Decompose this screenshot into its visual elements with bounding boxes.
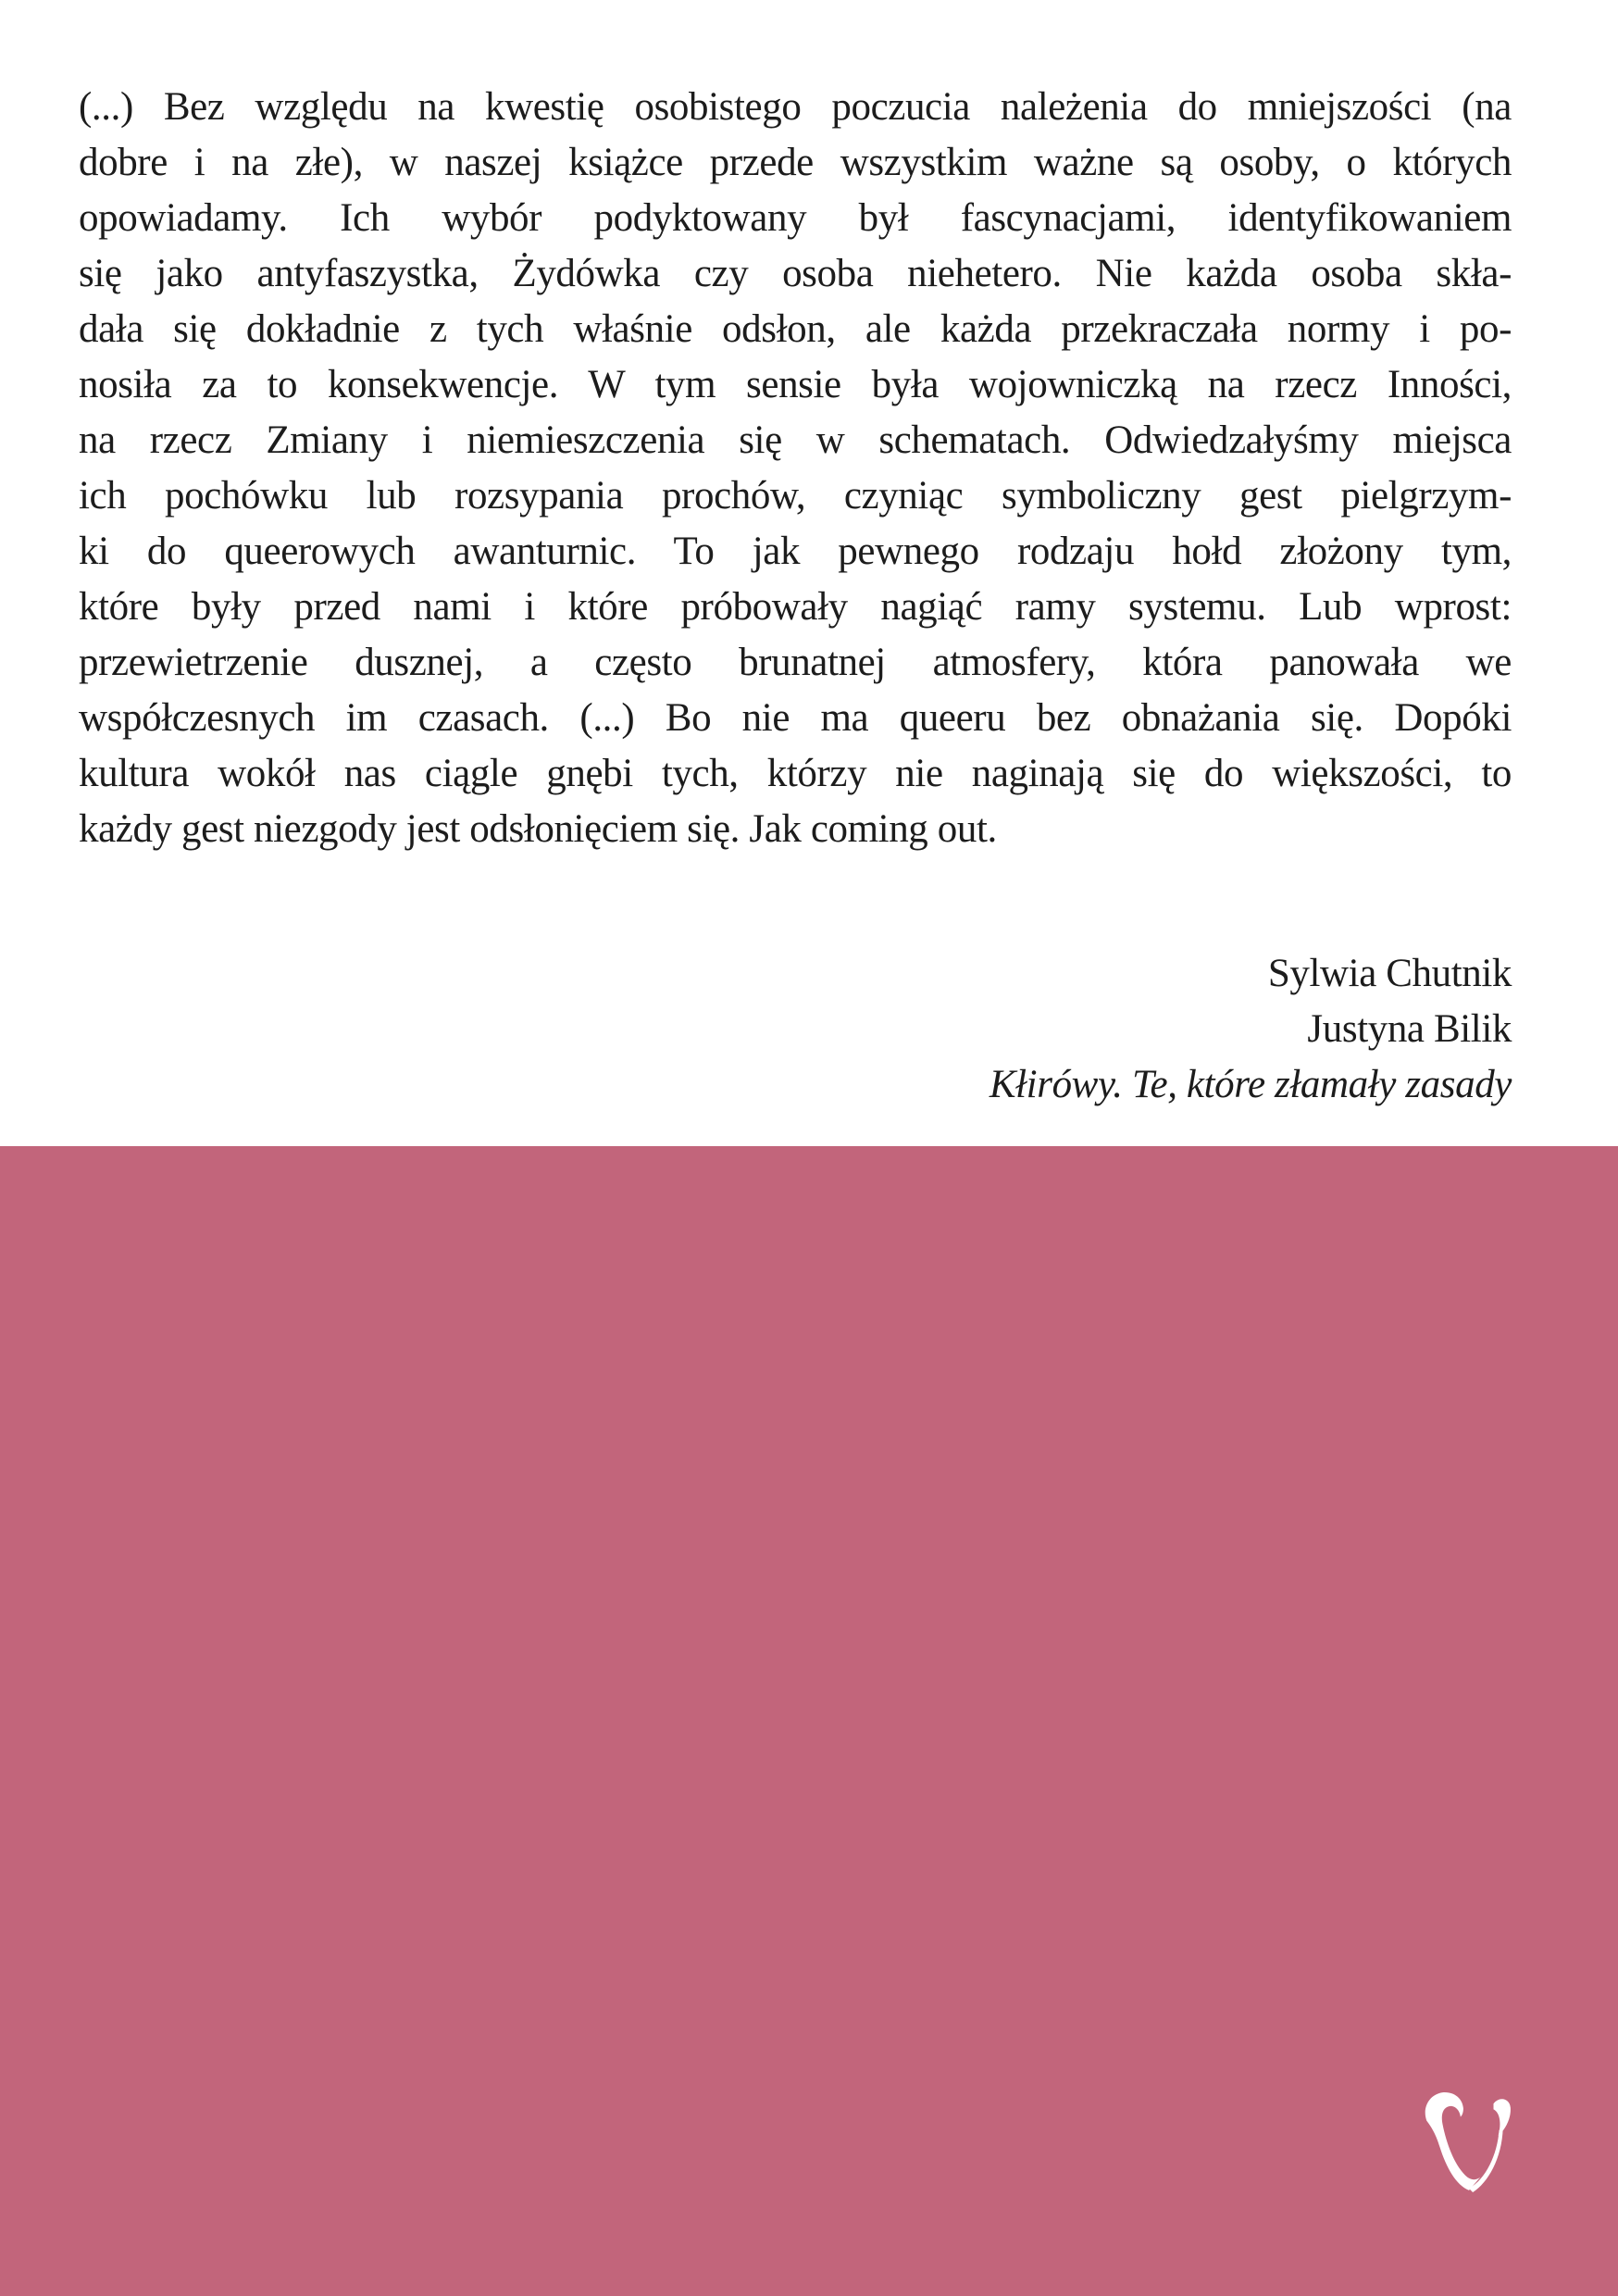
excerpt-line: współczesnych im czasach. (...) Bo nie ma queeru bez obnażania się. Dopóki [79, 696, 1512, 740]
book-title: Kłirówy. Te, które złamały zasady [989, 1063, 1512, 1106]
excerpt-line: które były przed nami i które próbowały nagiąć ramy systemu. Lub wprost: [79, 585, 1512, 629]
excerpt-line: kultura wokół nas ciągle gnębi tych, którzy nie naginają się do większości, to [79, 752, 1512, 795]
excerpt-line: opowiadamy. Ich wybór podyktowany był fascynacjami, identyfikowaniem [79, 196, 1512, 240]
excerpt-line: dała się dokładnie z tych właśnie odsłon, ale każda przekraczała normy i po- [79, 307, 1512, 351]
v-logo-glyph [1425, 2092, 1511, 2192]
publisher-v-logo-icon [1420, 2089, 1514, 2194]
excerpt-line: na rzecz Zmiany i niemieszczenia się w schematach. Odwiedzałyśmy miejsca [79, 418, 1512, 462]
excerpt-line: się jako antyfaszystka, Żydówka czy osoba niehetero. Nie każda osoba skła- [79, 252, 1512, 295]
attribution [79, 946, 1512, 1113]
excerpt-line: dobre i na złe), w naszej książce przede wszystkim ważne są osoby, o których [79, 141, 1512, 184]
excerpt-line: przewietrzenie dusznej, a często brunatnej atmosfery, która panowała we [79, 641, 1512, 684]
excerpt-line: ich pochówku lub rozsypania prochów, czyniąc symboliczny gest pielgrzym- [79, 474, 1512, 518]
author-name: Justyna Bilik [1307, 1007, 1512, 1051]
author-name: Sylwia Chutnik [1267, 952, 1512, 995]
excerpt [79, 80, 1512, 857]
excerpt-line: ki do queerowych awanturnic. To jak pewnego rodzaju hołd złożony tym, [79, 530, 1512, 573]
accent-color-block [0, 1146, 1618, 2296]
page-content [79, 80, 1512, 1113]
excerpt-line: nosiła za to konsekwencje. W tym sensie była wojowniczką na rzecz Inności, [79, 363, 1512, 406]
excerpt-line: każdy gest niezgody jest odsłonięciem się. Jak coming out. [79, 807, 997, 851]
excerpt-line: (...) Bez względu na kwestię osobistego poczucia należenia do mniejszości (na [79, 85, 1512, 129]
